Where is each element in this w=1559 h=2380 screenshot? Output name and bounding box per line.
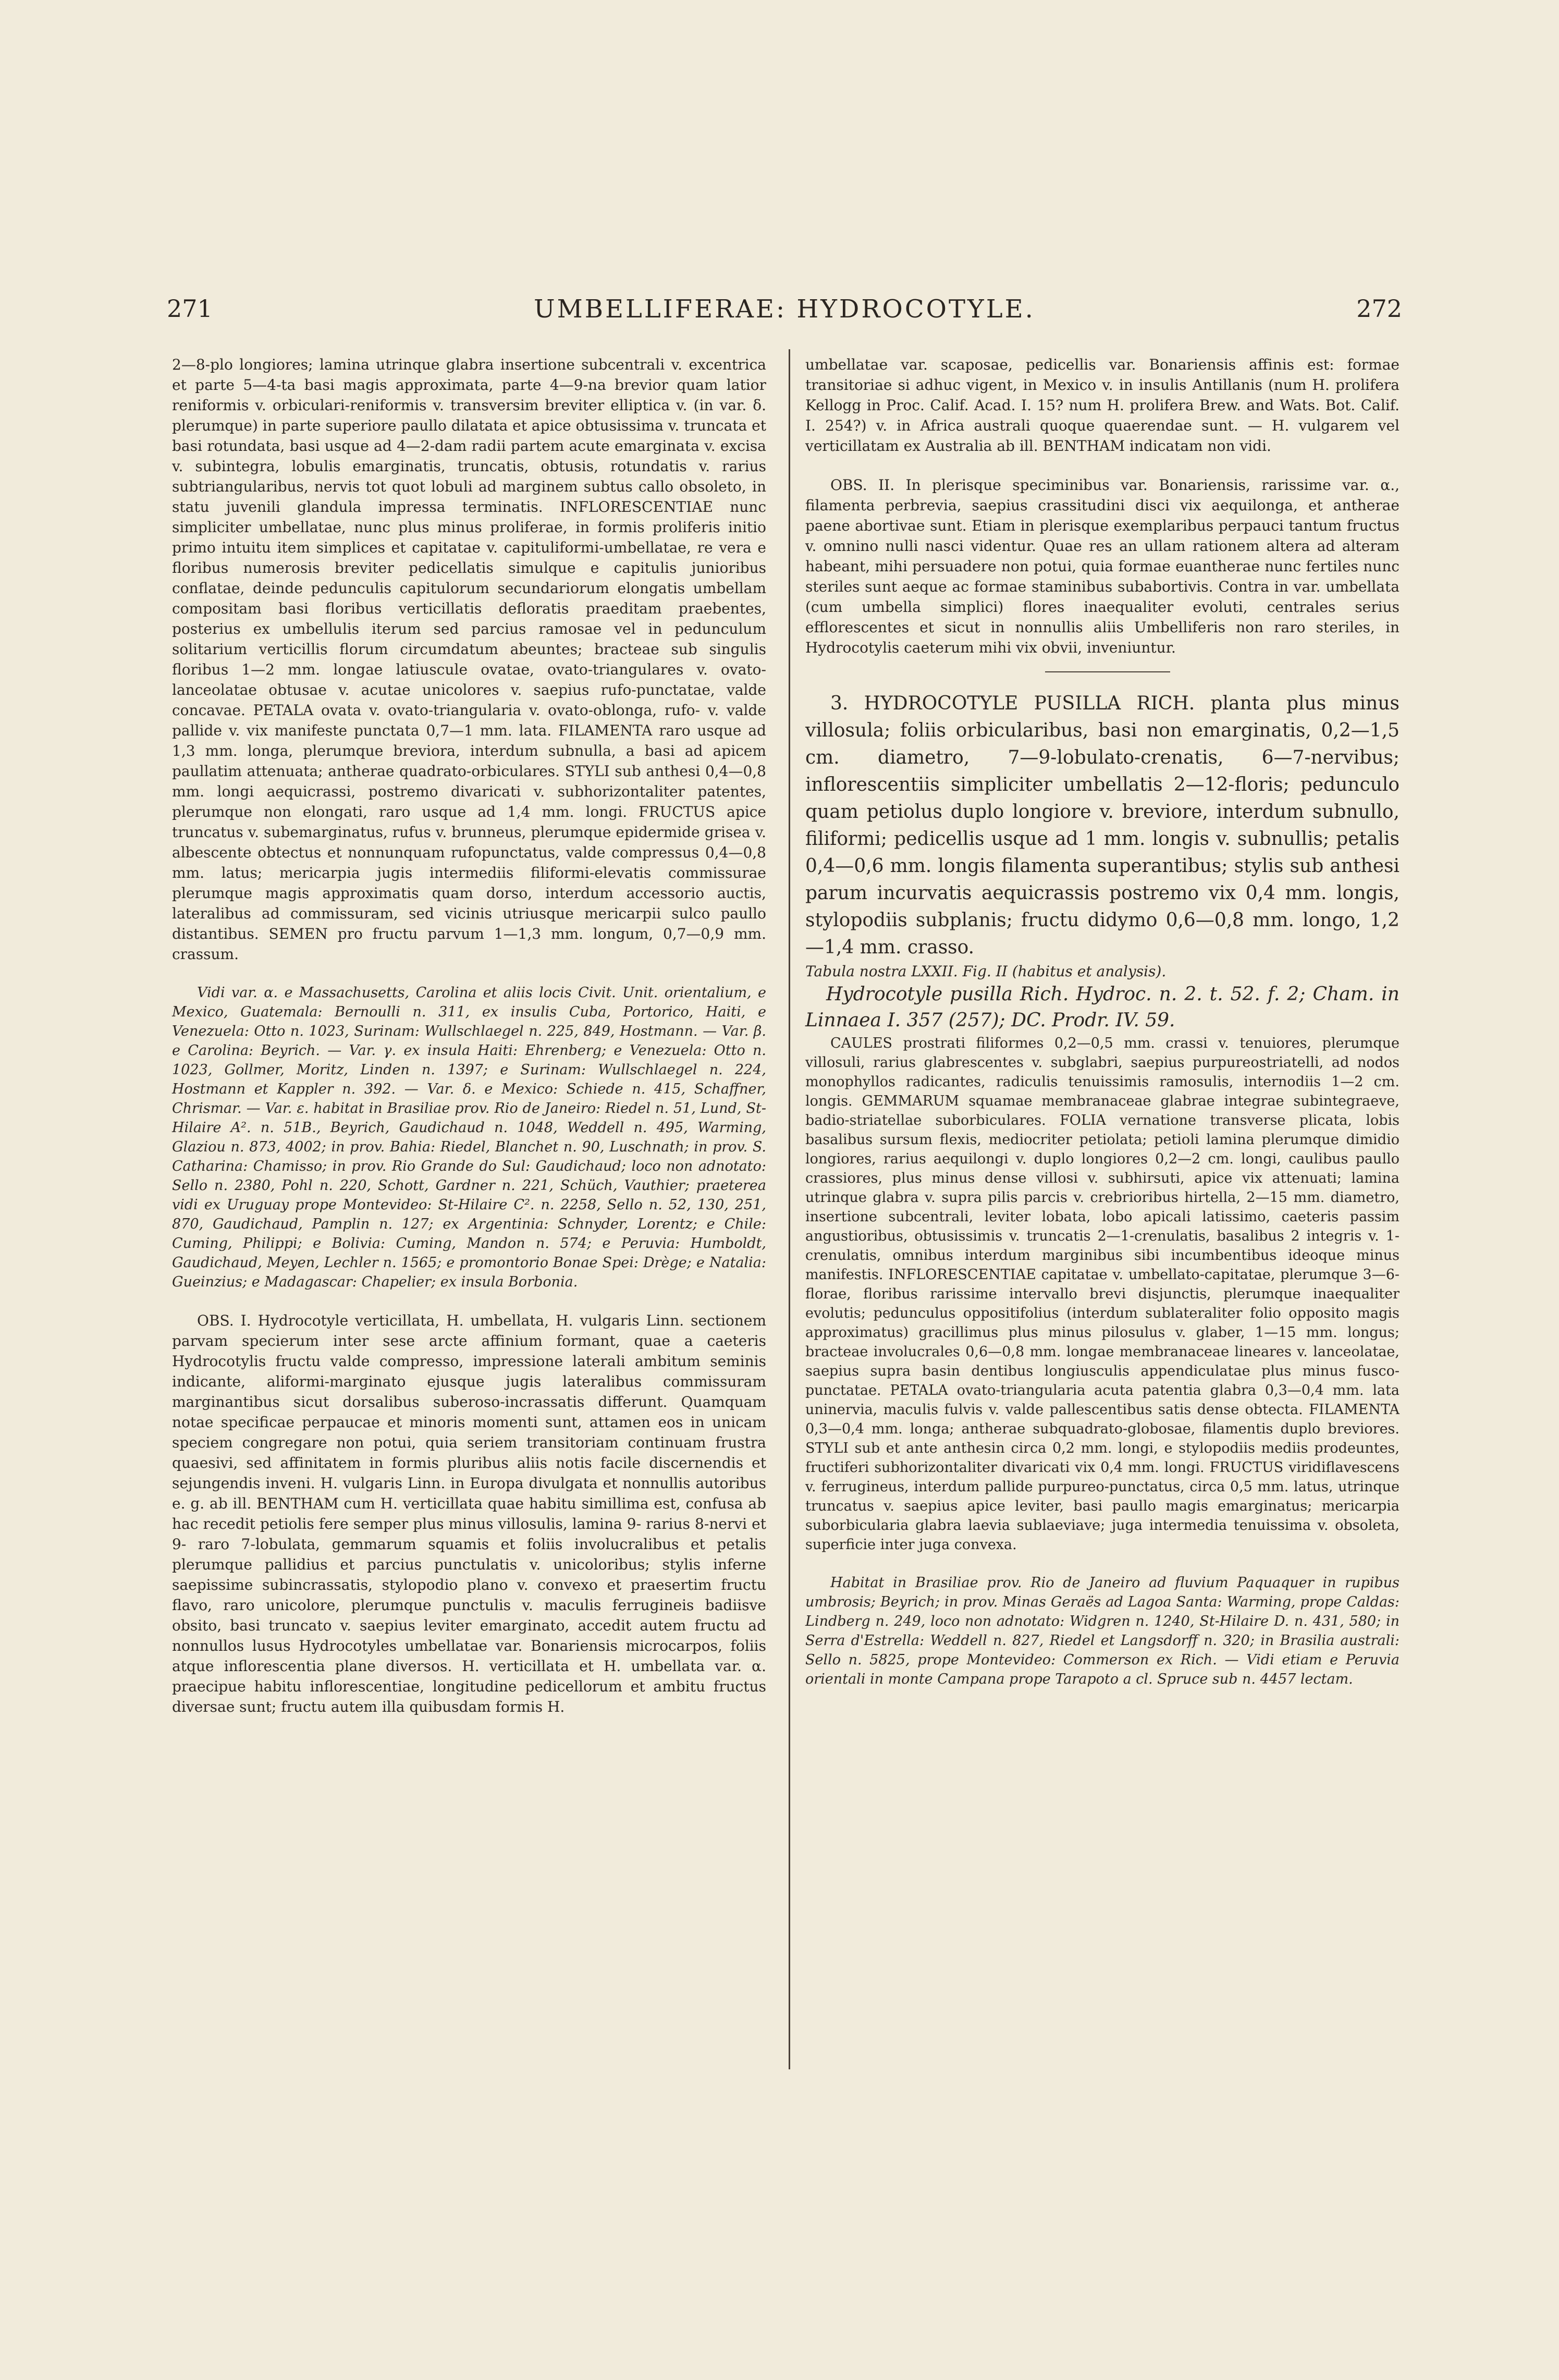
synonymy: Hydrocotyle pusilla Rich. Hydroc. n. 2. t. 52. f. 2; Cham. in Linnaea I. 357 (257); DC. Prodr. IV. 59. — [805, 984, 1400, 1031]
running-title: UMBELLIFERAE: HYDROCOTYLE. — [534, 295, 1035, 324]
left-column — [172, 354, 766, 1717]
page-number-right: 272 — [1356, 295, 1402, 323]
species-heading: 3. HYDROCOTYLE PUSILLA RICH. planta plus minus villosula; foliis orbicularibus, basi non emarginatis, 0,2—1,5 cm. diametro, 7—9-lobulato-crenatis, 6—7-nervibus; inflorescentiis simpliciter umbellatis 2—12-floris; pedunculo quam petiolus duplo longiore v. breviore, interdum subnullo, filiformi; pedicellis usque ad 1 mm. longis v. subnullis; petalis 0,4—0,6 mm. longis filamenta superantibus; stylis sub anthesi parum incurvatis aequicrassis postremo vix 0,4 mm. longis, stylopodiis subplanis; fructu didymo 0,6—0,8 mm. longo, 1,2—1,4 mm. crasso. — [805, 693, 1400, 958]
observation-two: OBS. II. In plerisque speciminibus var. Bonariensis, rarissime var. α., filamenta perbrevia, saepius crassitudini disci vix aequilonga, et antherae paene abortivae sunt. Etiam in plerisque exemplaribus perpauci tantum fructus v. omnino nulli nasci videntur. Quae res an ullam rationem altera ad alteram habeant, mihi persuadere non potui, quia formae euantherae nunc fertiles nunc steriles sunt aeque ac formae staminibus subabortivis. Contra in var. umbellata (cum umbella simplici) flores inaequaliter evoluti, centrales serius efflorescentes et sicut in nonnullis aliis Umbelliferis non raro steriles, in Hydrocotylis caeterum mihi vix obvii, inveniuntur. — [805, 476, 1400, 656]
section-rule — [1045, 671, 1170, 672]
page-number-left: 271 — [167, 295, 213, 323]
specimens-seen: Vidi var. α. e Massachusetts, Carolina et aliis locis Civit. Unit. orientalium, e Mexico, Guatemala: Bernoulli n. 311, ex insulis Cuba, Portorico, Haiti, e Venezuela: Otto n. 1023, Surinam: Wullschlaegel n. 225, 849, Hostmann. — Var. β. e Carolina: Beyrich. — Var. γ. ex insula Haiti: Ehrenberg; e Venezuela: Otto n. 1023, Gollmer, Moritz, Linden n. 1397; e Surinam: Wullschlaegel n. 224, Hostmann et Kappler n. 392. — Var. δ. e Mexico: Schiede n. 415, Schaffner, Chrismar. — Var. ε. habitat in Brasiliae prov. Rio de Janeiro: Riedel n. 51, Lund, St-Hilaire A². n. 51B., Beyrich, Gaudichaud n. 1048, Weddell n. 495, Warming, Glaziou n. 873, 4002; in prov. Bahia: Riedel, Blanchet n. 90, Luschnath; in prov. S. Catharina: Chamisso; in prov. Rio Grande do Sul: Gaudichaud; loco non adnotato: Sello n. 2380, Pohl n. 220, Schott, Gardner n. 221, Schüch, Vauthier; praeterea vidi ex Uruguay prope Montevideo: St-Hilaire C². n. 2258, Sello n. 52, 130, 251, 870, Gaudichaud, Pamplin n. 127; ex Argentinia: Schnyder, Lorentz; e Chile: Cuming, Philippi; e Bolivia: Cuming, Mandon n. 574; e Peruvia: Humboldt, Gaudichaud, Meyen, Lechler n. 1565; e promontorio Bonae Spei: Drège; e Natalia: Gueinzius; e Madagascar: Chapelier; ex insula Borbonia. — [172, 985, 766, 1290]
page-header — [167, 295, 1402, 336]
observation-one: OBS. I. Hydrocotyle verticillata, H. umbellata, H. vulgaris Linn. sectionem parvam specierum inter sese arcte affinium formant, quae a caeteris Hydrocotylis fructu valde compresso, impressione laterali ambitum seminis indicante, aliformi-marginato ejusque jugis lateralibus commissuram marginantibus sicut dorsalibus suberoso-incrassatis differunt. Quamquam notae specificae perpaucae et minoris momenti sunt, attamen eos in unicam speciem congregare non potui, quia seriem transitoriam continuam frustra quaesivi, sed affinitatem in formis pluribus aliis notis facile discernendis et sejungendis inveni. H. vulgaris Linn. in Europa divulgata et nonnullis autoribus e. g. ab ill. BENTHAM cum H. verticillata quae habitu simillima est, confusa ab hac recedit petiolis fere semper plus minus villosulis, lamina 9- rarius 8-nervi et 9- raro 7-lobulata, gemmarum squamis et foliis involucralibus et petalis plerumque pallidius et parcius punctulatis v. unicoloribus; stylis inferne saepissime subincrassatis, stylopodio plano v. convexo et praesertim fructu flavo, raro unicolore, plerumque punctulis v. maculis ferrugineis badiisve obsito, basi truncato v. saepius leviter emarginato, accedit autem fructu ad nonnullos lusus Hydrocotyles umbellatae var. Bonariensis microcarpos, foliis atque inflorescentia plane diversos. H. verticillata et H. umbellata var. α. praecipue habitu inflorescentiae, longitudine pedicellorum et ambitu fructus diversae sunt; fructu autem illa quibusdam formis H. — [172, 1312, 766, 1715]
column-divider — [789, 349, 790, 2069]
plate-reference: Tabula nostra LXXII. Fig. II (habitus et analysis). — [805, 963, 1167, 980]
habitat: Habitat in Brasiliae prov. Rio de Janeiro ad fluvium Paquaquer in rupibus umbrosis; Beyrich; in prov. Minas Geraës ad Lagoa Santa: Warming, prope Caldas: Lindberg n. 249, loco non adnotato: Widgren n. 1240, St-Hilaire D. n. 431, 580; in Serra d'Estrella: Weddell n. 827, Riedel et Langsdorff n. 320; in Brasilia australi: Sello n. 5825, prope Montevideo: Commerson ex Rich. — Vidi etiam e Peruvia orientali in monte Campana prope Tarapoto a cl. Spruce sub n. 4457 lectam. — [805, 1575, 1400, 1687]
description-continuation: 2—8-plo longiores; lamina utrinque glabra insertione subcentrali v. excentrica et parte 5—4-ta basi magis approximata, parte 4—9-na brevior quam latior reniformis v. orbiculari-reniformis v. transversim breviter elliptica v. (in var. δ. plerumque) in parte superiore paullo dilatata et apice obtusissima v. truncata et basi rotundata, basi usque ad 4—2-dam radii partem acute emarginata v. excisa v. subintegra, lobulis emarginatis, truncatis, obtusis, rotundatis v. rarius subtriangularibus, nervis tot quot lobuli ad marginem subtus callo obsoleto, in statu juvenili glandula impressa terminatis. INFLORESCENTIAE nunc simpliciter umbellatae, nunc plus minus proliferae, in formis proliferis initio primo intuitu item simplices et capitatae v. capituliformi-umbellatae, re vera e floribus numerosis breviter pedicellatis simulque e capitulis junioribus conflatae, deinde pedunculis capitulorum secundariorum elongatis umbellam compositam basi floribus verticillatis defloratis praeditam praebentes, posterius ex umbellulis iterum sed parcius ramosae vel in pedunculum solitarium verticillis florum circumdatum abeuntes; bracteae sub singulis floribus 1—2 mm. longae latiuscule ovatae, ovato-triangulares v. ovato-lanceolatae obtusae v. acutae unicolores v. saepius rufo-punctatae, valde concavae. PETALA ovata v. ovato-triangularia v. ovato-oblonga, rufo- v. valde pallide v. vix manifeste punctata 0,7—1 mm. lata. FILAMENTA raro usque ad 1,3 mm. longa, plerumque breviora, interdum subnulla, a basi ad apicem paullatim attenuata; antherae quadrato-orbiculares. STYLI sub anthesi 0,4—0,8 mm. longi aequicrassi, postremo divaricati v. subhorizontaliter patentes, plerumque non elongati, raro usque ad 1,4 mm. longi. FRUCTUS apice truncatus v. subemarginatus, rufus v. brunneus, plerumque epidermide grisea v. albescente obtectus et nonnunquam rufopunctatus, valde compressus 0,4—0,8 mm. latus; mericarpia jugis intermediis filiformi-elevatis commissurae plerumque magis approximatis quam dorso, interdum accessorio auctis, lateralibus ad commissuram, sed vicinis utriusque mericarpii sulco paullo distantibus. SEMEN pro fructu parvum 1—1,3 mm. longum, 0,7—0,9 mm. crassum. — [172, 356, 766, 963]
observation-one-continued: umbellatae var. scaposae, pedicellis var. Bonariensis affinis est: formae transitoriae si adhuc vigent, in Mexico v. in insulis Antillanis (num H. prolifera Kellogg in Proc. Calif. Acad. I. 15? num H. prolifera Brew. and Wats. Bot. Calif. I. 254?) v. in Africa australi quoque quaerendae sunt. — H. vulgarem vel verticillatam ex Australia ab ill. BENTHAM indicatam non vidi. — [805, 356, 1400, 455]
species-description: CAULES prostrati filiformes 0,2—0,5 mm. crassi v. tenuiores, plerumque villosuli, rarius glabrescentes v. subglabri, saepius purpureostriatelli, ad nodos monophyllos radicantes, radiculis tenuissimis ramosulis, internodiis 1—2 cm. longis. GEMMARUM squamae membranaceae glabrae integrae subintegraeve, badio-striatellae suborbiculares. FOLIA vernatione transverse plicata, lobis basalibus sursum flexis, mediocriter petiolata; petioli lamina plerumque dimidio longiores, rarius aequilongi v. duplo longiores 0,2—2 cm. longi, caulibus paullo crassiores, plus minus dense villosi v. subhirsuti, apice vix attenuati; lamina utrinque glabra v. supra pilis parcis v. crebrioribus hirtella, 2—15 mm. diametro, insertione subcentrali, leviter lobata, lobo apicali latissimo, caeteris passim angustioribus, obtusissimis v. truncatis 2—1-crenulatis, basalibus 2 integris v. 1-crenulatis, omnibus interdum marginibus sibi incumbentibus ideoque minus manifestis. INFLORESCENTIAE capitatae v. umbellato-capitatae, plerumque 3—6-florae, floribus rarissime intervallo brevi disjunctis, plerumque inaequaliter evolutis; pedunculus oppositifolius (interdum sublateraliter folio opposito magis approximatus) gracillimus plus minus pilosulus v. glaber, 1—15 mm. longus; bracteae involucrales 0,6—0,8 mm. longae membranaceae lineares v. lanceolatae, saepius supra basin dentibus longiusculis appendiculatae plus minus fusco-punctatae. PETALA ovato-triangularia acuta patentia glabra 0,3—0,4 mm. lata uninervia, maculis fulvis v. valde pallescentibus satis dense obtecta. FILAMENTA 0,3—0,4 mm. longa; antherae subquadrato-globosae, filamentis duplo breviores. STYLI sub et ante anthesin circa 0,2 mm. longi, e stylopodiis mediis prodeuntes, fructiferi subhorizontaliter divaricati vix 0,4 mm. longi. FRUCTUS viridiflavescens v. ferrugineus, interdum pallide purpureo-punctatus, circa 0,5 mm. latus, utrinque truncatus v. saepius apice leviter, basi paullo magis emarginatus; mericarpia suborbicularia glabra laevia sublaeviave; juga intermedia tenuissima v. obsoleta, superficie inter juga convexa. — [805, 1035, 1400, 1553]
right-column — [805, 354, 1400, 1689]
